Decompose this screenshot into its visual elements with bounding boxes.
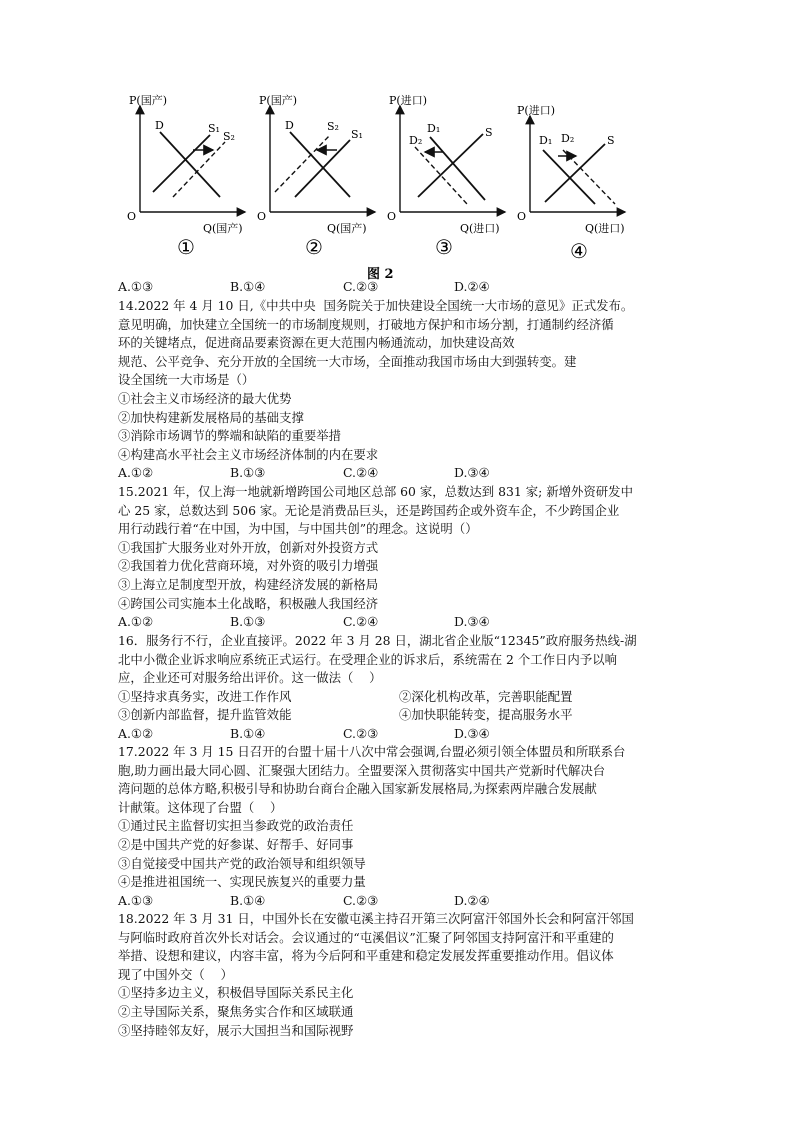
panel-1-number: ① [177, 235, 195, 259]
panel-1-ylabel: P(国产) [129, 94, 167, 107]
panel-2-demand-curve [290, 132, 350, 197]
q14-stem-line: 14.2022 年 4 月 10 日,《中共中央 国务院关于加快建设全国统一大市场的意见》正式发布。 [118, 298, 634, 313]
q15-option-b: B.①③ [230, 614, 266, 630]
q17-item: ④是推进祖国统一、实现民族复兴的重要力量 [118, 874, 366, 890]
q15-stem-line: 用行动践行着“在中国，为中国，与中国共创”的理念。这说明（） [118, 521, 478, 537]
panel-3-label-s: S [485, 126, 493, 139]
q16-item: ①坚持求真务实，改进工作作风 [118, 688, 292, 704]
panel-2-label-s1: S₁ [351, 128, 363, 141]
q15-options [118, 613, 678, 632]
panel-1-label-s2: S₂ [223, 130, 235, 143]
panel-2-origin: O [257, 210, 267, 223]
panel-1-demand-curve [160, 132, 220, 197]
panel-4-origin: O [517, 210, 527, 223]
q17-stem-line: 计献策。这体现了台盟（ ） [118, 799, 283, 815]
panel-4-ylabel: P(进口) [517, 104, 555, 117]
q16-stem-line: 16．服务行不行，企业直接评。2022 年 3 月 28 日，湖北省企业版“12345”政府服务热线-湖 [118, 633, 637, 648]
panel-3-label-d2: D₂ [409, 134, 423, 147]
panel-3 [387, 93, 505, 259]
panel-3-origin: O [387, 210, 397, 223]
q15-stem-line: 心 25 家，总数达到 506 家。无论是消费品巨头，还是跨国药企或外资车企，不少跨国企业 [118, 502, 620, 518]
q14-item: ③消除市场调节的弊端和缺陷的重要举措 [118, 428, 342, 444]
q18-stem-line: 与阿临时政府首次外长对话会。会议通过的“屯溪倡议”汇聚了阿邻国支持阿富汗和平重建的 [118, 929, 614, 945]
q16-stem-line: 应，企业还可对服务给出评价。这一做法（ ） [118, 670, 382, 686]
question-18 [118, 910, 678, 1040]
q15-item: ①我国扩大服务业对外开放，创新对外投资方式 [118, 539, 379, 555]
question-16 [118, 632, 678, 744]
q17-option-d: D.②④ [454, 892, 490, 908]
panel-1-label-d: D [155, 119, 164, 132]
q14-item: ①社会主义市场经济的最大优势 [118, 390, 292, 406]
panel-2-label-s2: S₂ [327, 120, 339, 133]
panel-4 [517, 103, 625, 263]
q16-option-b: B.①④ [230, 725, 266, 741]
panel-3-number: ③ [435, 235, 453, 259]
q17-stem-line: 17.2022 年 3 月 15 日召开的台盟十届十八次中常会强调,台盟必须引领全体盟员和所联系台 [118, 744, 626, 759]
q17-option-b: B.①④ [230, 892, 266, 908]
question-15 [118, 483, 678, 632]
q13-option-c: C.②③ [343, 279, 379, 294]
q14-option-c: C.②④ [343, 465, 379, 481]
q18-stem-line: 18.2022 年 3 月 31 日，中国外长在安徽屯溪主持召开第三次阿富汗邻国外长会和阿富汗邻国 [118, 911, 634, 926]
q13-options [118, 278, 678, 297]
q17-option-c: C.②③ [343, 892, 379, 908]
q16-item: ②深化机构改革，完善职能配置 [399, 688, 573, 704]
q15-option-c: C.②④ [343, 614, 379, 630]
q17-stem-line: 湾问题的总体方略,积极引导和协助台商台企融入国家新发展格局,为探索两岸融合发展献 [118, 781, 597, 797]
q16-item: ④加快职能转变，提高服务水平 [399, 707, 573, 723]
q15-item: ④跨国公司实施本土化战略，积极融人我国经济 [118, 595, 379, 611]
q14-options [118, 464, 678, 483]
panel-2-number: ② [305, 235, 323, 259]
q16-stem-line: 北中小微企业诉求响应系统正式运行。在受理企业的诉求后，系统需在 2 个工作日内予以响 [118, 651, 617, 667]
q14-item: ②加快构建新发展格局的基础支撑 [118, 409, 304, 425]
q14-item: ④构建高水平社会主义市场经济体制的内在要求 [118, 446, 379, 462]
panel-2-ylabel: P(国产) [259, 94, 297, 107]
figure-caption: 图 2 [367, 267, 394, 282]
panel-2 [257, 93, 375, 259]
q14-option-a: A.①② [118, 465, 154, 481]
q17-item: ②是中国共产党的好参谋、好帮手、好同事 [118, 836, 354, 852]
q14-stem-line: 设全国统一大市场是（） [118, 372, 255, 388]
panel-1-origin: O [127, 210, 137, 223]
panel-4-supply-curve [545, 144, 605, 202]
panel-1-xlabel: Q(国产) [203, 222, 243, 235]
q13-block [118, 278, 678, 297]
q18-item: ③坚持睦邻友好，展示大国担当和国际视野 [118, 1022, 354, 1038]
q13-option-a: A.①③ [118, 279, 154, 294]
panel-4-xlabel: Q(进口) [585, 222, 625, 235]
q17-option-a: A.①③ [118, 892, 154, 908]
question-14 [118, 297, 678, 483]
question-17 [118, 743, 678, 910]
q17-options [118, 892, 678, 911]
q13-option-b: B.①④ [230, 279, 266, 294]
q16-item-row [118, 706, 678, 725]
panel-4-label-d2: D₂ [561, 132, 575, 145]
panel-1-label-s1: S₁ [208, 122, 220, 135]
q16-option-a: A.①② [118, 725, 154, 741]
q15-option-d: D.③④ [454, 614, 490, 630]
q14-stem-line: 规范、公平竞争、充分开放的全国统一大市场，全面推动我国市场由大到强转变。建 [118, 353, 577, 369]
q14-option-d: D.③④ [454, 465, 490, 481]
q16-option-c: C.②③ [343, 725, 379, 741]
q17-item: ③自觉接受中国共产党的政治领导和组织领导 [118, 855, 366, 871]
q18-stem-line: 现了中国外交（ ） [118, 966, 233, 982]
q18-item: ②主导国际关系，聚焦务实合作和区域联通 [118, 1003, 354, 1019]
panel-3-label-d1: D₁ [427, 122, 441, 135]
q13-option-d: D.②④ [454, 279, 490, 294]
q18-item: ①坚持多边主义，积极倡导国际关系民主化 [118, 985, 354, 1001]
panel-4-label-s: S [607, 134, 615, 147]
q16-item: ③创新内部监督，提升监管效能 [118, 707, 292, 723]
panel-3-xlabel: Q(进口) [460, 222, 500, 235]
panel-3-demand-d1 [430, 137, 485, 200]
q16-item-row [118, 688, 678, 707]
panel-4-number: ④ [570, 239, 588, 263]
q16-options [118, 725, 678, 744]
q17-stem-line: 胞,助力画出最大同心圆、汇聚强大团结力。全盟要深入贯彻落实中国共产党新时代解决台 [118, 762, 606, 778]
panel-3-ylabel: P(进口) [389, 94, 427, 107]
q16-option-d: D.③④ [454, 725, 490, 741]
panel-2-label-d: D [285, 119, 294, 132]
q17-item: ①通过民主监督切实担当参政党的政治责任 [118, 818, 354, 834]
panel-1 [127, 93, 245, 259]
panel-2-xlabel: Q(国产) [327, 222, 367, 235]
panel-2-supply-s2 [275, 135, 330, 192]
q15-stem-line: 15.2021 年，仅上海一地就新增跨国公司地区总部 60 家，总数达到 831 家; 新增外资研发中 [118, 484, 633, 499]
q15-item: ③上海立足制度型开放，构建经济发展的新格局 [118, 576, 379, 592]
q14-stem-line: 意见明确，加快建立全国统一的市场制度规则，打破地方保护和市场分割，打通制约经济循 [118, 316, 614, 332]
panel-4-label-d1: D₁ [539, 134, 553, 147]
q14-stem-line: 环的关键堵点，促进商品要素资源在更大范围内畅通流动，加快建设高效 [118, 335, 515, 351]
q15-option-a: A.①② [118, 614, 154, 630]
supply-demand-figure [115, 92, 635, 292]
panel-1-supply-s1 [153, 135, 210, 192]
q14-option-b: B.①③ [230, 465, 266, 481]
q15-item: ②我国着力优化营商环境，对外资的吸引力增强 [118, 558, 379, 574]
q18-stem-line: 举措、设想和建议，内容丰富，将为今后阿和平重建和稳定发展发挥重要推动作用。倡议体 [118, 948, 614, 964]
